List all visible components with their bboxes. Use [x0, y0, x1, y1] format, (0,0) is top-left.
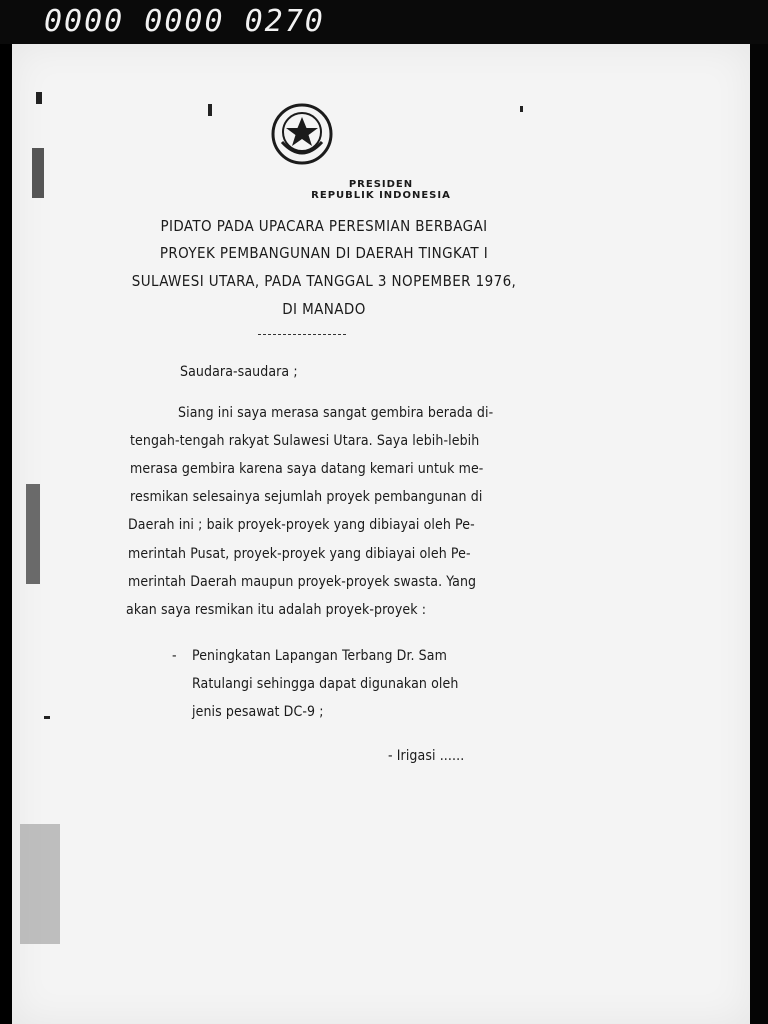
scan-speck [20, 824, 60, 944]
scan-speck [208, 104, 212, 116]
paragraph-line: akan saya resmikan itu adalah proyek-proyek : [126, 602, 427, 618]
title-line-4: DI MANADO [282, 300, 366, 318]
letterhead-line-1: PRESIDEN [348, 179, 414, 190]
paragraph-line: tengah-tengah rakyat Sulawesi Utara. Saya lebih-lebih [130, 433, 480, 449]
paragraph-line: merasa gembira karena saya datang kemari untuk me- [130, 461, 484, 477]
title-line-2: PROYEK PEMBANGUNAN DI DAERAH TINGKAT I [159, 244, 489, 262]
title-line-3: SULAWESI UTARA, PADA TANGGAL 3 NOPEMBER 1976, [131, 272, 517, 290]
list-item-line: Peningkatan Lapangan Terbang Dr. Sam [192, 648, 447, 664]
paragraph-line: resmikan selesainya sejumlah proyek pembangunan di [130, 489, 483, 505]
paragraph-line: merintah Pusat, proyek-proyek yang dibiayai oleh Pe- [128, 546, 471, 562]
scan-speck [36, 92, 42, 104]
garuda-star-emblem-icon [270, 102, 334, 166]
film-edge [750, 44, 768, 1024]
document-page [12, 44, 750, 1024]
paragraph-line: Siang ini saya merasa sangat gembira berada di- [178, 405, 494, 421]
salutation: Saudara-saudara ; [180, 364, 298, 380]
title-line-1: PIDATO PADA UPACARA PERESMIAN BERBAGAI [160, 217, 488, 235]
paragraph-line: Daerah ini ; baik proyek-proyek yang dibiayai oleh Pe- [128, 517, 475, 533]
paragraph-line: merintah Daerah maupun proyek-proyek swasta. Yang [128, 574, 477, 590]
letterhead-line-2: REPUBLIK INDONESIA [311, 190, 451, 201]
list-bullet: - [172, 648, 177, 664]
scan-speck [26, 484, 40, 584]
list-item-line: jenis pesawat DC-9 ; [192, 704, 324, 720]
scan-speck [520, 106, 523, 112]
continuation-catchword: - Irigasi ...... [388, 748, 465, 764]
frame-number: 0000 0000 0270 [44, 4, 325, 39]
title-underline [258, 334, 346, 335]
scan-speck [44, 716, 50, 719]
film-strip-header [0, 0, 768, 44]
list-item-line: Ratulangi sehingga dapat digunakan oleh [192, 676, 459, 692]
